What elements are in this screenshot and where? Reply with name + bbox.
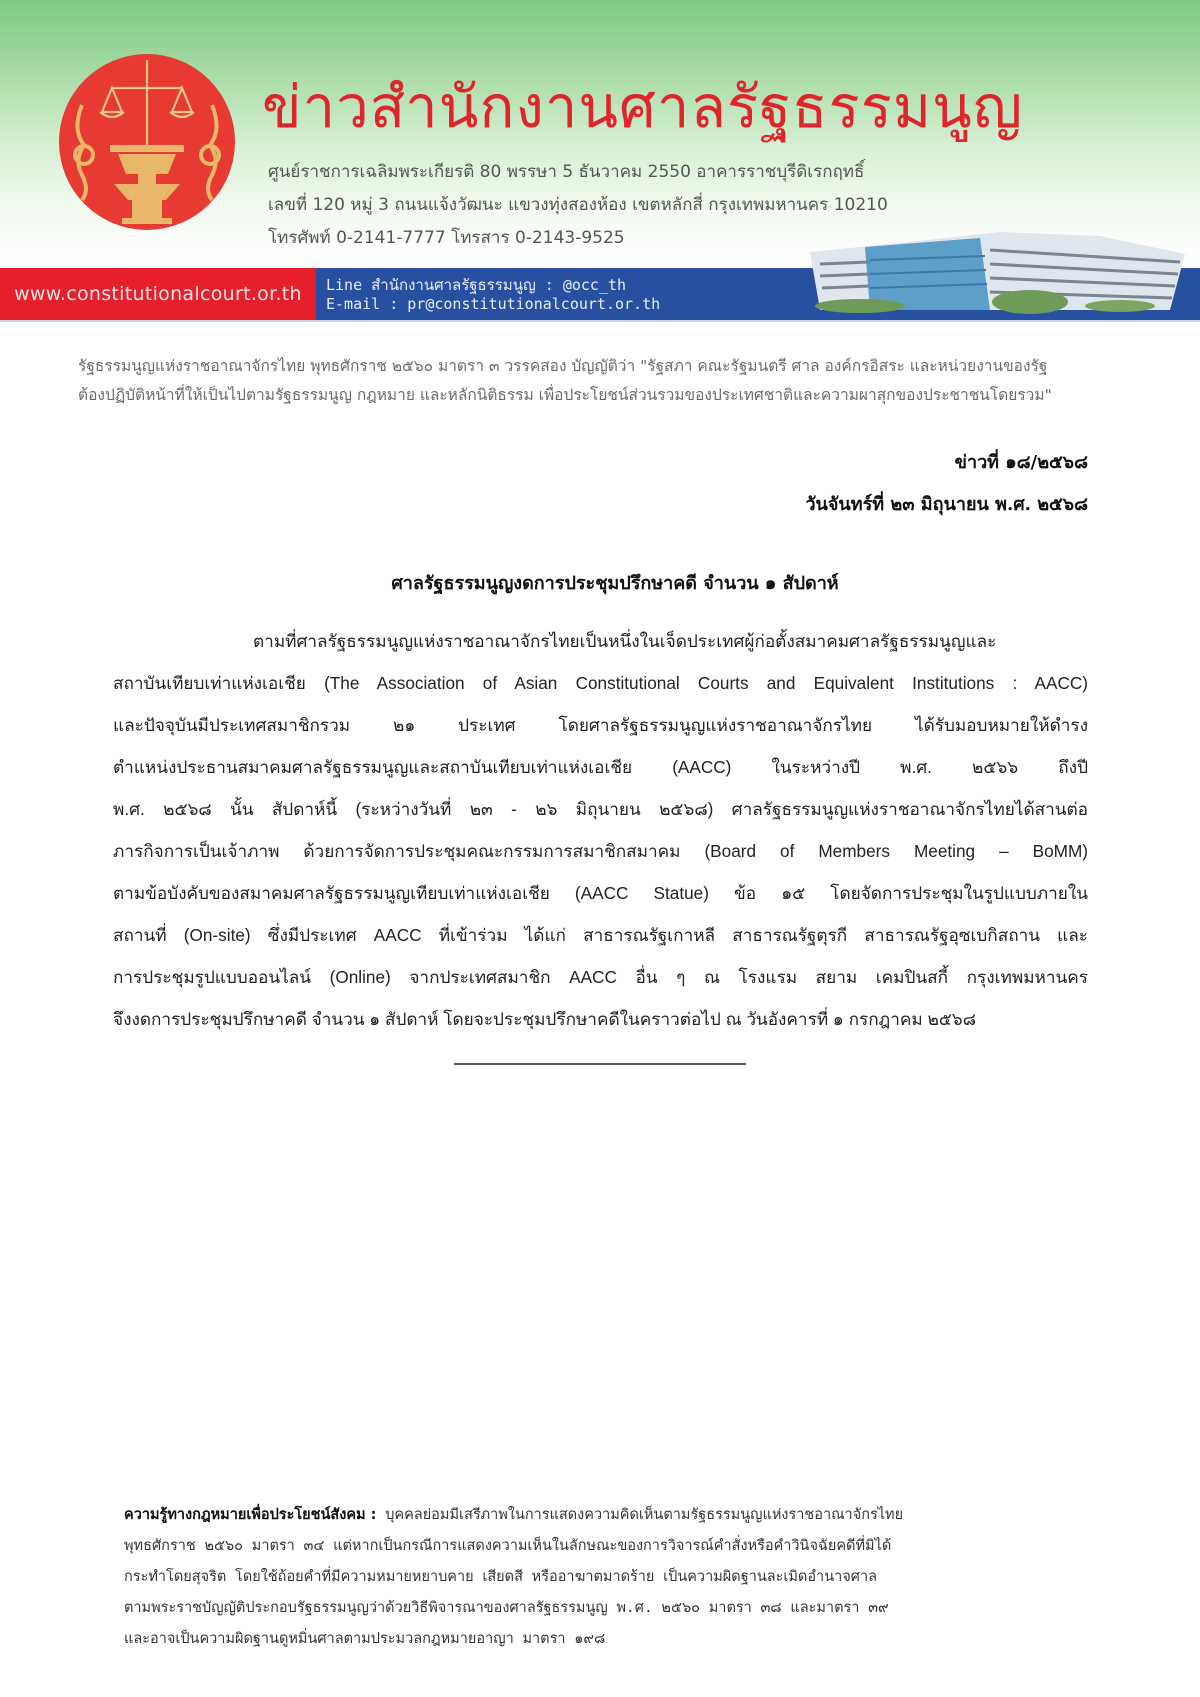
news-meta xyxy=(805,442,1088,526)
newsletter-title: ข่าวสำนักงานศาลรัฐธรรมนูญ xyxy=(262,73,1024,141)
line-contact: Line สำนักงานศาลรัฐธรรมนูญ : @occ_th xyxy=(326,276,627,294)
legal-note-line: พุทธศักราช ๒๕๖๐ มาตรา ๓๔ แต่หากเป็นกรณีการแสดงความเห็นในลักษณะของการวิจารณ์คำสั่งหรือคำวินิจฉัยคดีที่มิได้ xyxy=(124,1538,892,1554)
legal-note-line: ตามพระราชบัญญัติประกอบรัฐธรรมนูญว่าด้วยวิธีพิจารณาของศาลรัฐธรรมนูญ พ.ศ. ๒๕๖๐ มาตรา ๓๘ และมาตรา ๓๙ xyxy=(124,1600,889,1616)
court-building-image xyxy=(800,222,1195,316)
body-line: ภารกิจการเป็นเจ้าภาพ ด้วยการจัดการประชุมคณะกรรมการสมาชิกสมาคม (Board of Members Meeting – BoMM) xyxy=(113,841,1088,861)
constitutional-court-emblem-icon xyxy=(52,50,242,240)
body-line: พ.ศ. ๒๕๖๘ นั้น สัปดาห์นี้ (ระหว่างวันที่ ๒๓ - ๒๖ มิถุนายน ๒๕๖๘) ศาลรัฐธรรมนูญแห่งราชอาณาจักรไทยได้สานต่อ xyxy=(113,799,1088,819)
legal-note-text: บุคคลย่อมมีเสรีภาพในการแสดงความคิดเห็นตามรัฐธรรมนูญแห่งราชอาณาจักรไทย xyxy=(376,1507,904,1523)
quote-line: รัฐธรรมนูญแห่งราชอาณาจักรไทย พุทธศักราช ๒๕๖๐ มาตรา ๓ วรรคสอง บัญญัติว่า "รัฐสภา คณะรัฐมนตรี ศาล องค์กรอิสระ และหน่วยงานของรัฐ xyxy=(78,357,1048,375)
news-body xyxy=(113,620,1088,1040)
news-headline: ศาลรัฐธรรมนูญงดการประชุมปรึกษาคดี จำนวน ๑ สัปดาห์ xyxy=(391,573,839,594)
body-line: สถาบันเทียบเท่าแห่งเอเชีย (The Association of Asian Constitutional Courts and Equivalent Institutions : AACC) xyxy=(113,673,1088,693)
body-line: ตามข้อบังคับของสมาคมศาลรัฐธรรมนูญเทียบเท่าแห่งเอเชีย (AACC Statue) ข้อ ๑๕ โดยจัดการประชุมในรูปแบบภายใน xyxy=(113,883,1088,903)
quote-line: ต้องปฏิบัติหน้าที่ให้เป็นไปตามรัฐธรรมนูญ กฎหมาย และหลักนิติธรรม เพื่อประโยชน์ส่วนรวมของประเทศชาติและความผาสุกของประชาชนโดยรวม" xyxy=(78,386,1052,404)
address-line-1: ศูนย์ราชการเฉลิมพระเกียรติ 80 พรรษา 5 ธันวาคม 2550 อาคารราชบุรีดิเรกฤทธิ์ xyxy=(268,162,865,182)
website-strip xyxy=(0,268,316,320)
letterhead-banner xyxy=(0,0,1200,322)
legal-knowledge-note xyxy=(124,1500,1079,1655)
legal-note-label: ความรู้ทางกฎหมายเพื่อประโยชน์สังคม : xyxy=(124,1507,377,1523)
body-line: การประชุมรูปแบบออนไลน์ (Online) จากประเทศสมาชิก AACC อื่น ๆ ณ โรงแรม สยาม เคมปินสกี้ กรุงเทพมหานคร xyxy=(113,967,1088,987)
constitution-quote xyxy=(78,352,1128,410)
legal-note-line: กระทำโดยสุจริต โดยใช้ถ้อยคำที่มีความหมายหยาบคาย เสียดสี หรืออาฆาตมาดร้าย เป็นความผิดฐานละเมิดอำนาจศาล xyxy=(124,1569,877,1585)
body-line: ตามที่ศาลรัฐธรรมนูญแห่งราชอาณาจักรไทยเป็นหนึ่งในเจ็ดประเทศผู้ก่อตั้งสมาคมศาลรัฐธรรมนูญและ xyxy=(253,631,997,651)
address-line-2: เลขที่ 120 หมู่ 3 ถนนแจ้งวัฒนะ แขวงทุ่งสองห้อง เขตหลักสี่ กรุงเทพมหานคร 10210 xyxy=(268,195,888,215)
body-line: และปัจจุบันมีประเทศสมาชิกรวม ๒๑ ประเทศ โดยศาลรัฐธรรมนูญแห่งราชอาณาจักรไทย ได้รับมอบหมายให้ดำรง xyxy=(113,715,1088,735)
phone-fax-line: โทรศัพท์ 0-2141-7777 โทรสาร 0-2143-9525 xyxy=(268,228,625,248)
end-of-news-divider xyxy=(454,1063,746,1065)
body-line: จึงงดการประชุมปรึกษาคดี จำนวน ๑ สัปดาห์ โดยจะประชุมปรึกษาคดีในคราวต่อไป ณ วันอังคารที่ ๑ กรกฎาคม ๒๕๖๘ xyxy=(113,1009,976,1029)
website-link[interactable]: www.constitutionalcourt.or.th xyxy=(14,283,302,305)
legal-note-line: และอาจเป็นความผิดฐานดูหมิ่นศาลตามประมวลกฎหมายอาญา มาตรา ๑๙๘ xyxy=(124,1631,606,1647)
banner-bottom-rule xyxy=(0,320,1200,322)
news-date: วันจันทร์ที่ ๒๓ มิถุนายน พ.ศ. ๒๕๖๘ xyxy=(805,494,1088,515)
body-line: ตำแหน่งประธานสมาคมศาลรัฐธรรมนูญและสถาบันเทียบเท่าแห่งเอเชีย (AACC) ในระหว่างปี พ.ศ. ๒๕๖๖ ถึงปี xyxy=(113,757,1088,777)
email-contact[interactable]: E-mail : pr@constitutionalcourt.or.th xyxy=(326,295,661,313)
news-number: ข่าวที่ ๑๘/๒๕๖๘ xyxy=(954,452,1088,473)
body-line: สถานที่ (On-site) ซึ่งมีประเทศ AACC ที่เข้าร่วม ได้แก่ สาธารณรัฐเกาหลี สาธารณรัฐตุรกี สาธารณรัฐอุซเบกิสถาน และ xyxy=(113,925,1088,945)
